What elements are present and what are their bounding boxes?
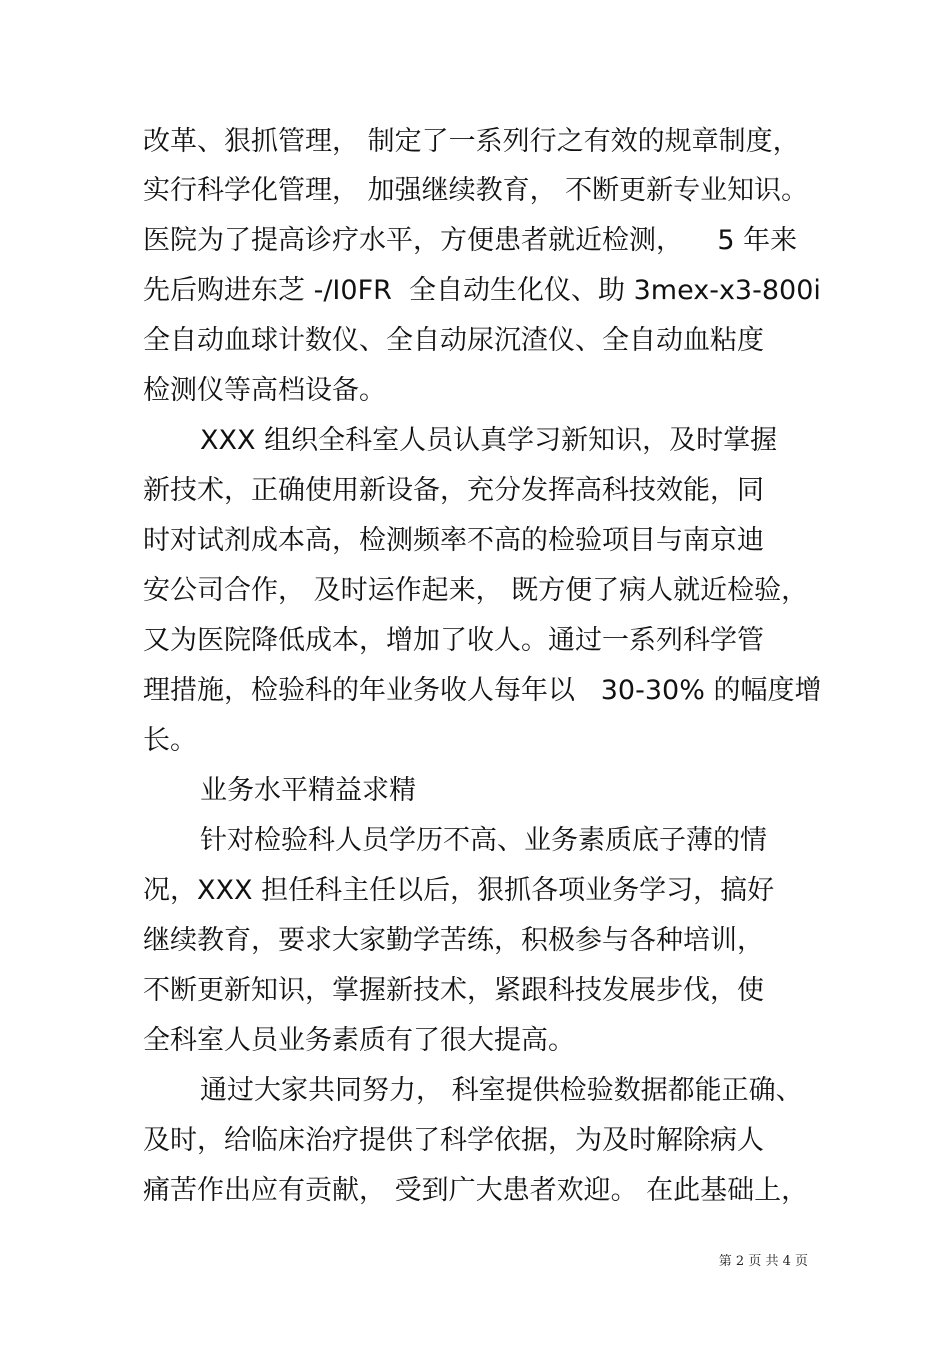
- text-line: 检测仪等高档设备。: [143, 375, 386, 406]
- text-line: 全自动血球计数仪、全自动尿沉渣仪、全自动血粘度: [143, 325, 764, 356]
- section-heading: 业务水平精益求精: [200, 775, 416, 806]
- text-line: 理措施，检验科的年业务收人每年以 30-30% 的幅度增: [143, 675, 822, 706]
- text-line: 新技术，正确使用新设备，充分发挥高科技效能，同: [143, 475, 764, 506]
- text-line: 先后购进东芝 -/I0FR 全自动生化仪、助 3mex-x3-800i: [143, 275, 821, 306]
- text-line: 医院为了提高诊疗水平，方便患者就近检测， 5 年来: [143, 225, 798, 256]
- text-line: 长。: [143, 725, 197, 756]
- text-line: 针对检验科人员学历不高、业务素质底子薄的情: [200, 825, 767, 856]
- text-line: 又为医院降低成本，增加了收人。通过一系列科学管: [143, 625, 764, 656]
- text-line: 全科室人员业务素质有了很大提高。: [143, 1025, 575, 1056]
- text-line: 安公司合作， 及时运作起来， 既方便了病人就近检验，: [143, 575, 809, 606]
- text-line: 不断更新知识，掌握新技术，紧跟科技发展步伐，使: [143, 975, 764, 1006]
- text-line: XXX 组织全科室人员认真学习新知识，及时掌握: [200, 425, 778, 456]
- text-line: 通过大家共同努力， 科室提供检验数据都能正确、: [200, 1075, 803, 1106]
- text-line: 继续教育，要求大家勤学苦练，积极参与各种培训，: [143, 925, 764, 956]
- text-line: 况，XXX 担任科主任以后，狠抓各项业务学习，搞好: [143, 875, 775, 906]
- text-line: 痛苦作出应有贡献， 受到广大患者欢迎。 在此基础上，: [143, 1175, 809, 1206]
- page-number-footer: 第 2 页 共 4 页: [718, 1254, 808, 1269]
- text-line: 及时，给临床治疗提供了科学依据，为及时解除病人: [143, 1125, 764, 1156]
- text-line: 改革、狠抓管理， 制定了一系列行之有效的规章制度，: [143, 126, 800, 157]
- text-line: 时对试剂成本高，检测频率不高的检验项目与南京迪: [143, 525, 764, 556]
- text-line: 实行科学化管理， 加强继续教育， 不断更新专业知识。: [143, 175, 809, 206]
